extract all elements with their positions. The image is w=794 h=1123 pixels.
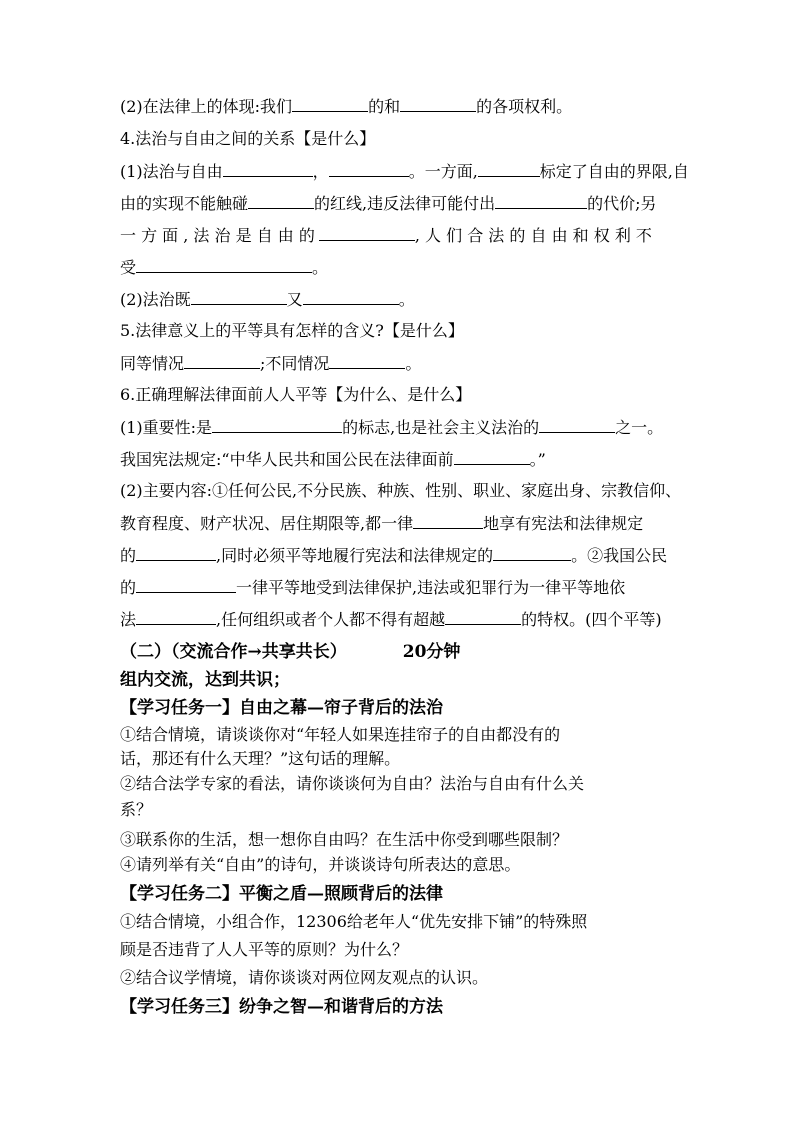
task-one-heading: 【学习任务一】自由之幕—帘子背后的法治 — [120, 698, 443, 718]
line-q6-6: 法 ,任何组织或者个人都不得有超越 的特权。(四个平等) — [120, 610, 662, 629]
section-heading-exchange: （二）（交流合作→共享共长） 20分钟 — [120, 642, 461, 662]
line-q5-1: 同等情况 ;不同情况 。 — [120, 354, 422, 373]
task-one-question-1a: ①结合情境，请谈谈你对“年轻人如果连挂帘子的自由都没有的 — [120, 725, 561, 744]
blank[interactable] — [136, 544, 216, 561]
task-one-question-2b: 系？ — [120, 800, 153, 819]
task-one-question-2a: ②结合法学专家的看法，请你谈谈何为自由？法治与自由有什么关 — [120, 774, 585, 793]
line-q6-3: 教育程度、财产状况、居住期限等,都一律 地享有宪法和法律规定 — [120, 514, 644, 533]
line-q4-5: (2)法治既 又 。 — [120, 290, 415, 309]
line-q6-constitution: 我国宪法规定:“中华人民共和国公民在法律面前 。” — [120, 450, 546, 469]
line-q4-3: 一 方 面 , 法 治 是 自 由 的 , 人 们 合 法 的 自 由 和 权 利 不 — [120, 226, 652, 245]
task-two-question-1b: 顾是否违背了人人平等的原则？为什么？ — [120, 940, 409, 959]
blank[interactable] — [136, 608, 216, 625]
blank[interactable] — [413, 512, 483, 529]
heading-q4: 4.法治与自由之间的关系【是什么】 — [120, 129, 376, 148]
task-two-question-1a: ①结合情境，小组合作，12306给老年人“优先安排下铺”的特殊照 — [120, 912, 588, 931]
line-q4-2: 由的实现不能触碰 的红线,违反法律可能付出 的代价;另 — [120, 194, 657, 213]
line-q4-1: (1)法治与自由 ， 。一方面, 标定了自由的界限,自 — [120, 162, 689, 181]
line-q6-5: 的 一律平等地受到法律保护,违法或犯罪行为一律平等地依 — [120, 578, 626, 597]
line-q6-4: 的 ,同时必须平等地履行宪法和法律规定的 。②我国公民 — [120, 546, 668, 565]
task-two-heading: 【学习任务二】平衡之盾—照顾背后的法律 — [120, 884, 443, 904]
heading-q6: 6.正确理解法律面前人人平等【为什么、是什么】 — [120, 385, 472, 404]
line-rights-embodiment: (2)在法律上的体现:我们 的和 的各项权利。 — [120, 97, 573, 116]
blank[interactable] — [454, 448, 530, 465]
task-one-question-1b: 话，那还有什么天理？”这句话的理解。 — [120, 749, 401, 768]
blank[interactable] — [292, 95, 368, 112]
blank[interactable] — [400, 95, 476, 112]
task-one-question-3: ③联系你的生活，想一想你自由吗？在生活中你受到哪些限制？ — [120, 830, 569, 849]
blank[interactable] — [495, 192, 587, 209]
blank[interactable] — [329, 160, 409, 177]
blank[interactable] — [223, 160, 313, 177]
blank[interactable] — [191, 288, 287, 305]
blank[interactable] — [303, 288, 399, 305]
blank[interactable] — [212, 416, 342, 433]
blank[interactable] — [248, 192, 314, 209]
line-q6-1: (1)重要性:是 的标志,也是社会主义法治的 之一。 — [120, 418, 664, 437]
heading-q5: 5.法律意义上的平等具有怎样的含义?【是什么】 — [120, 321, 464, 340]
blank[interactable] — [493, 544, 571, 561]
blank[interactable] — [319, 224, 415, 241]
blank[interactable] — [329, 352, 405, 369]
section-subheading-consensus: 组内交流，达到共识； — [120, 670, 290, 690]
blank[interactable] — [136, 576, 236, 593]
blank[interactable] — [184, 352, 260, 369]
blank[interactable] — [136, 256, 312, 273]
line-q4-4: 受 。 — [120, 258, 329, 277]
line-q6-2: (2)主要内容:①任何公民,不分民族、种族、性别、职业、家庭出身、宗教信仰、 — [120, 481, 682, 500]
task-three-heading: 【学习任务三】纷争之智—和谐背后的方法 — [120, 997, 443, 1017]
blank[interactable] — [478, 160, 540, 177]
blank[interactable] — [539, 416, 615, 433]
blank[interactable] — [445, 608, 521, 625]
task-one-question-4: ④请列举有关“自由”的诗句，并谈谈诗句所表达的意思。 — [120, 855, 521, 874]
task-two-question-2: ②结合议学情境，请你谈谈对两位网友观点的认识。 — [120, 968, 489, 987]
